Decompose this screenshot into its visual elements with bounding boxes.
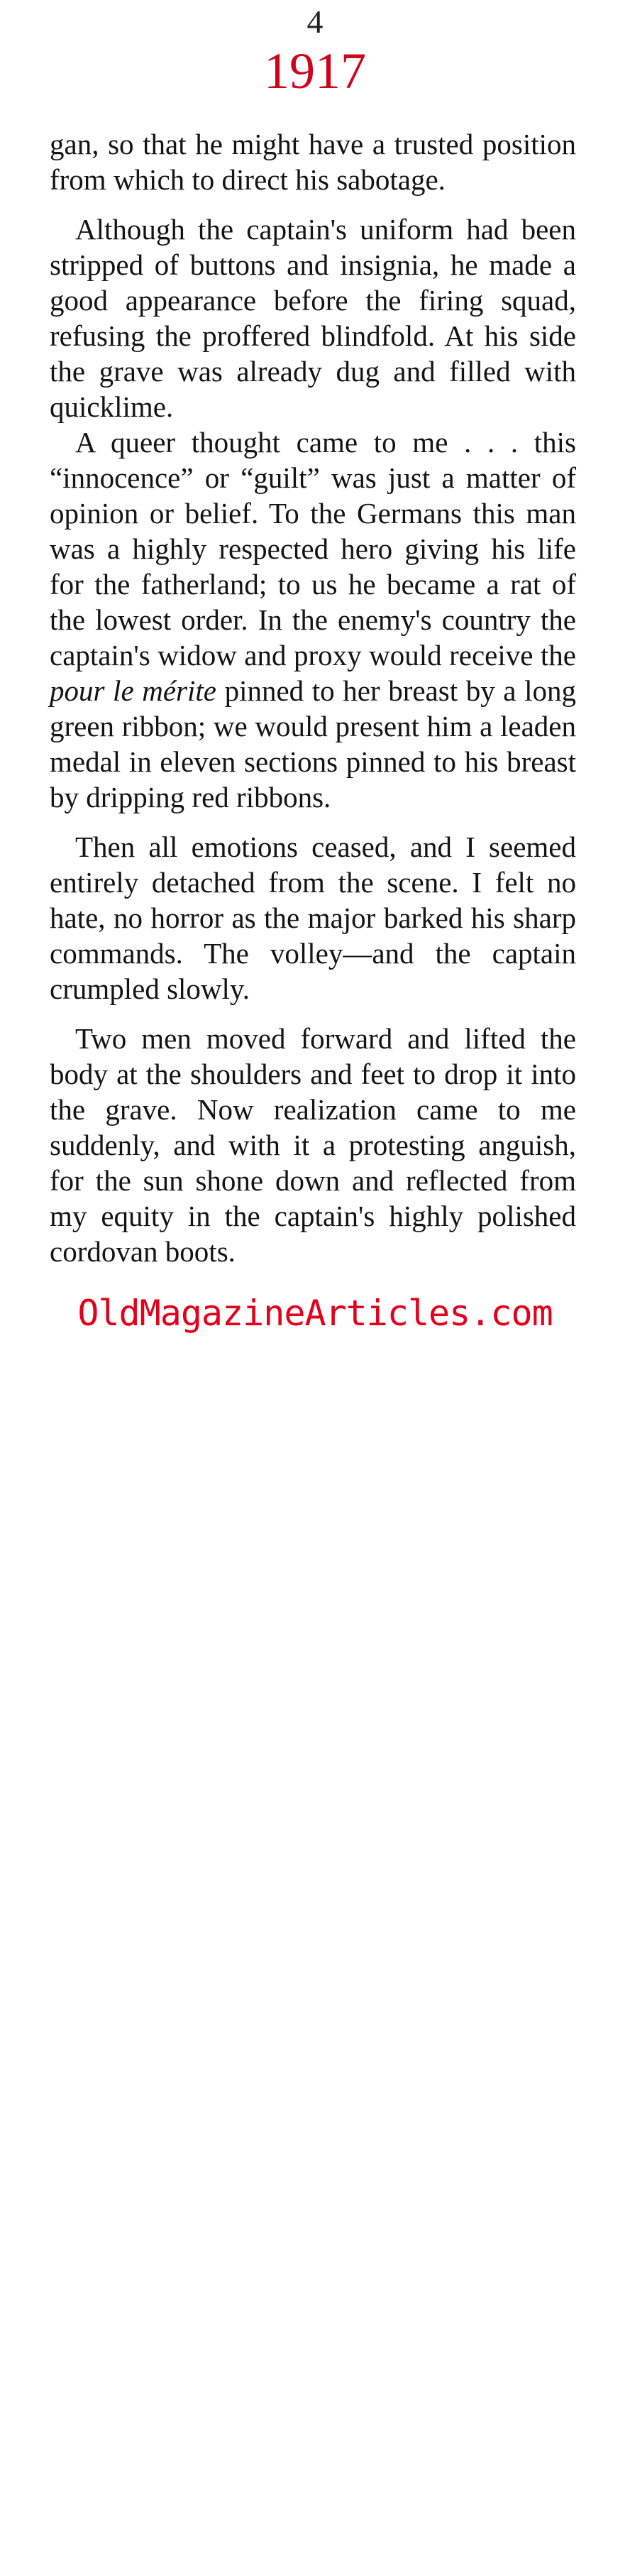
site-watermark: OldMagazineArticles.com — [77, 1293, 553, 1334]
article-paragraph: gan, so that he might have a trusted position from which to direct his sabotage. — [50, 128, 576, 196]
article-paragraph — [50, 424, 576, 815]
year-heading: 1917 — [264, 43, 366, 99]
paragraph-text: pinned to her breast by a long green ribbon; we would present him a leaden medal in eleven sections pinned to his breast by dripping red ribbons. — [50, 674, 576, 813]
article-body — [50, 126, 576, 1283]
italic-phrase: pour le mérite — [50, 674, 216, 707]
page-number: 4 — [306, 4, 324, 40]
article-paragraph: Although the captain's uniform had been stripped of buttons and insignia, he made a good appearance before the firing squad, refusing the proffered blindfold. At his side the grave was already dug and filled with quicklime. — [50, 213, 576, 423]
article-paragraph: Two men moved forward and lifted the body at the shoulders and feet to drop it into the grave. Now realization came to me suddenly, and with it a protesting anguish, for the sun shone down and reflected from my equity in the captain's highly polished cordovan boots. — [50, 1022, 576, 1268]
article-paragraph: Then all emotions ceased, and I seemed entirely detached from the scene. I felt no hate, no horror as the major barked his sharp commands. The volley—and the captain crumpled slowly. — [50, 831, 576, 1005]
paragraph-text: A queer thought came to me . . . this “innocence” or “guilt” was just a matter of opinion or belief. To the Germans this man was a highly respected hero giving his life for the fatherland; to us he became a rat of the lowest order. In the enemy's country the captain's widow and proxy would receive the — [50, 426, 576, 672]
